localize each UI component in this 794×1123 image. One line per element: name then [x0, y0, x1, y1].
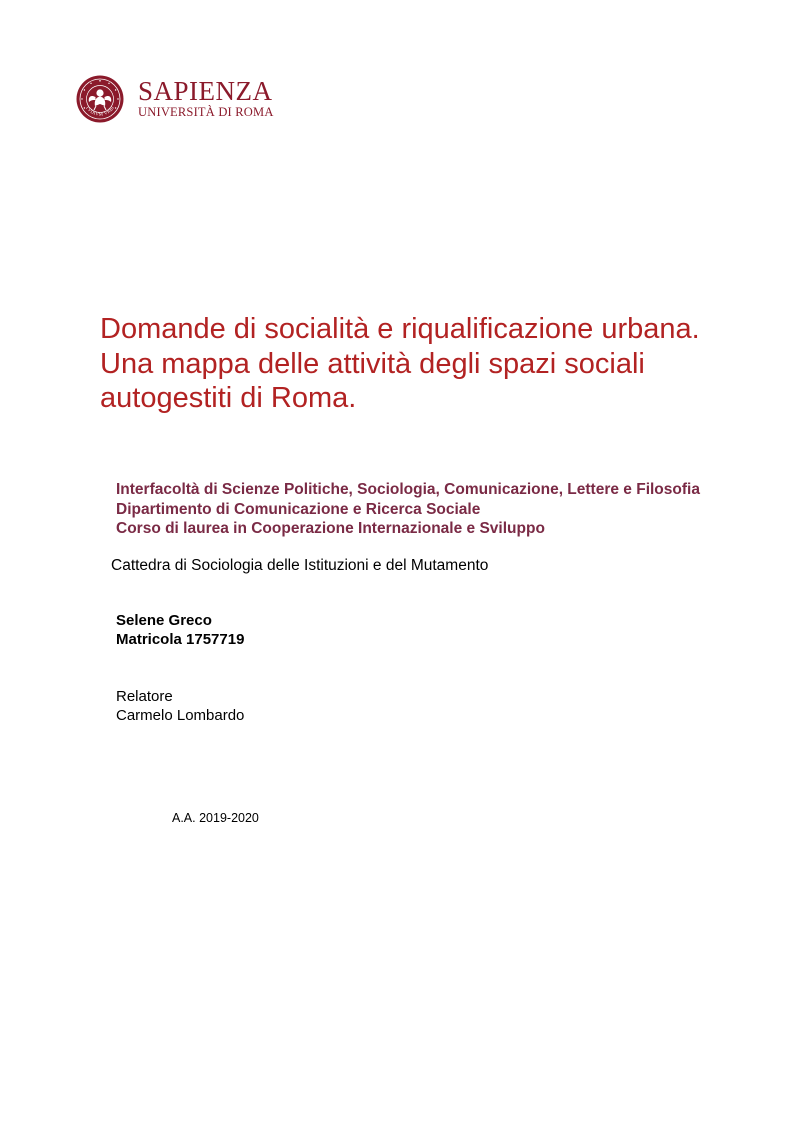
academic-year: A.A. 2019-2020 [172, 811, 259, 825]
svg-text:STVDIVM VRBIS: TVDIVM VRBI [84, 104, 116, 117]
university-logo [76, 70, 276, 130]
course-line: Corso di laurea in Cooperazione Internazionale e Sviluppo [116, 520, 545, 537]
sapienza-seal-icon [76, 70, 124, 128]
thesis-title-line: Domande di socialità e riqualificazione urbana. [100, 313, 700, 345]
student-block [116, 612, 244, 649]
advisor-name: Carmelo Lombardo [116, 707, 245, 724]
university-subtitle: UNIVERSITÀ DI ROMA [138, 105, 274, 119]
student-id: Matricola 1757719 [116, 630, 245, 648]
department-line: Dipartimento di Comunicazione e Ricerca Sociale [116, 500, 481, 518]
thesis-title-line: Una mappa delle attività degli spazi sociali [100, 347, 645, 380]
affiliations-block [116, 480, 756, 539]
thesis-title [100, 312, 760, 416]
thesis-title-line: autogestiti di Roma. [100, 382, 357, 414]
advisor-label: Relatore [116, 688, 173, 705]
student-name: Selene Greco [116, 612, 212, 629]
faculty-line: Interfacoltà di Scienze Politiche, Sociologia, Comunicazione, Lettere e Filosofia [116, 481, 700, 498]
advisor-block [116, 687, 244, 725]
chair-line: Cattedra di Sociologia delle Istituzioni e del Mutamento [111, 557, 489, 574]
university-name: SAPIENZA [138, 76, 273, 106]
